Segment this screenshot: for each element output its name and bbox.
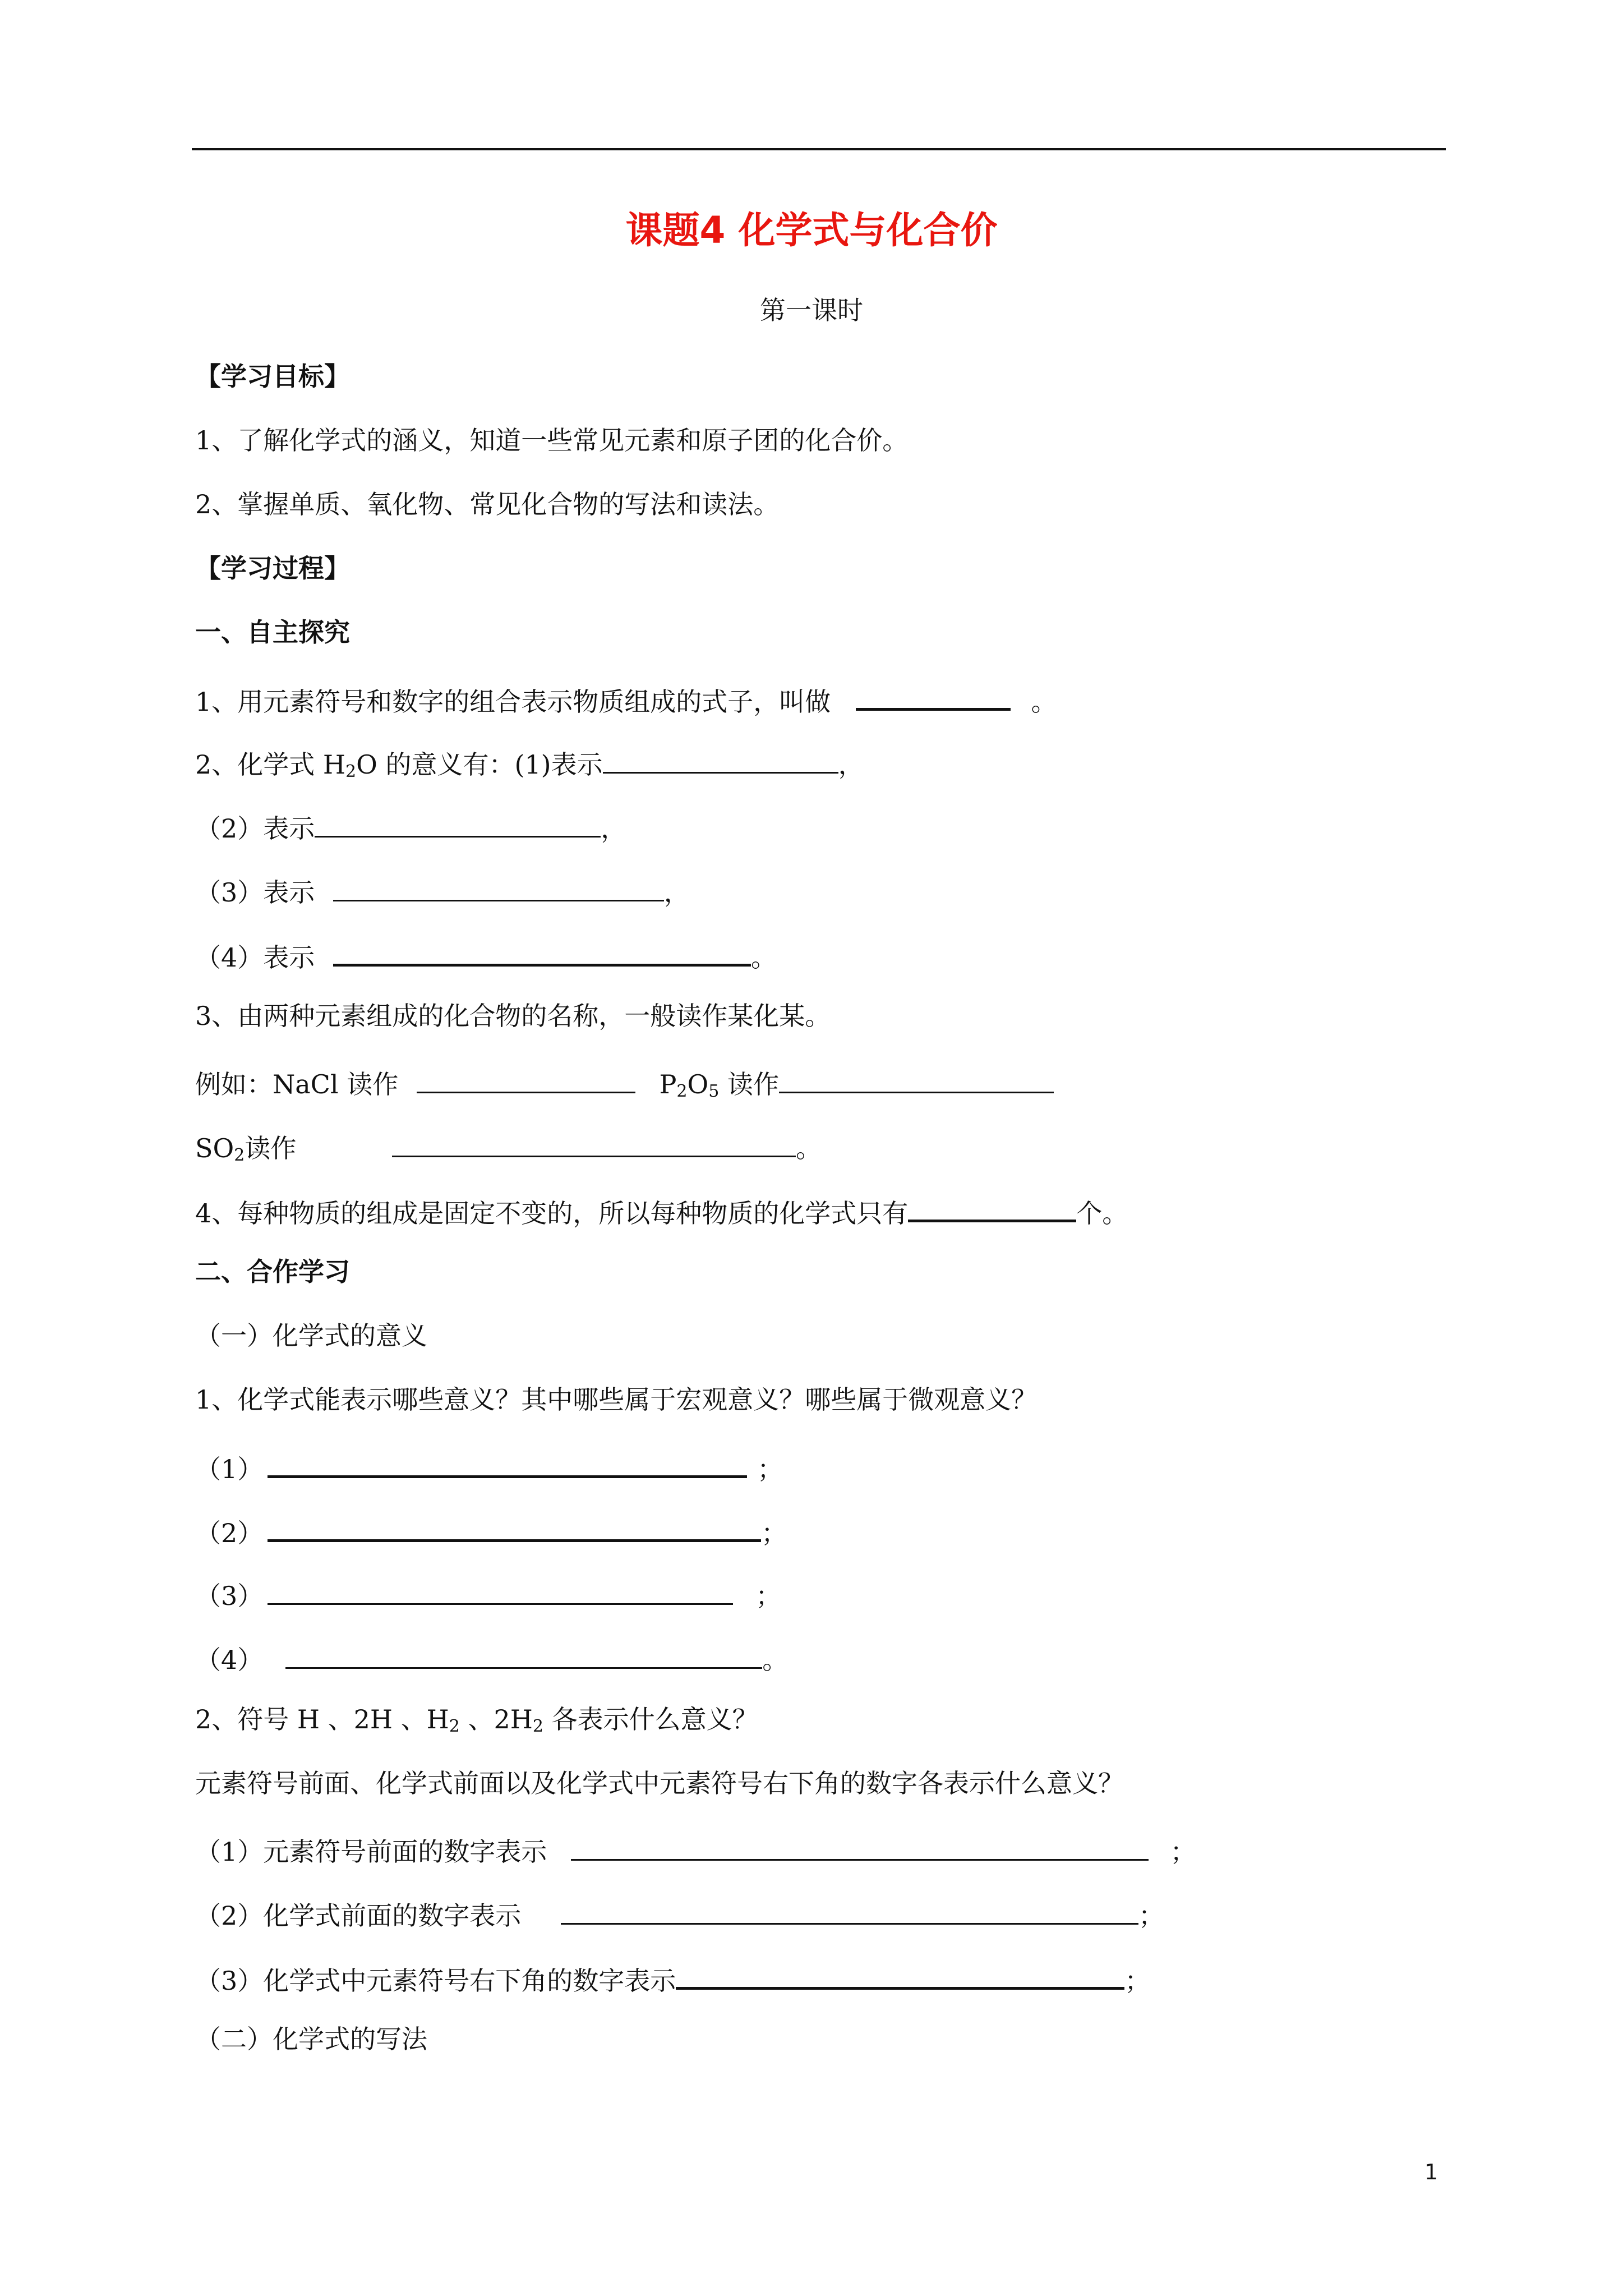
page-number: 1: [1424, 2160, 1438, 2184]
question-2-3-text: （3）表示: [195, 877, 315, 908]
page-subtitle: 第一课时: [760, 295, 863, 325]
question-1: [195, 683, 1057, 715]
item-text: （3）化学式中元素符号右下角的数字表示: [195, 1966, 676, 1996]
punctuation: ；: [755, 1581, 782, 1611]
item-number: （4）: [195, 1645, 264, 1675]
question-2: [195, 747, 864, 781]
item-number: （3）: [195, 1581, 264, 1611]
punctuation: 。: [762, 1645, 789, 1675]
item-text: （2）化学式前面的数字表示: [195, 1901, 522, 1931]
answer-blank[interactable]: [676, 1962, 1124, 1990]
example-line: [195, 1067, 1054, 1101]
punctuation: ；: [757, 1454, 783, 1484]
c1-item-1: [195, 1451, 783, 1482]
question-3: 3、由两种元素组成的化合物的名称，一般读作某化某。: [195, 1001, 831, 1031]
page-title: 课题4 化学式与化合价: [625, 209, 998, 252]
answer-blank[interactable]: [268, 1451, 747, 1478]
punctuation: ；: [761, 1518, 787, 1548]
item-number: （2）: [195, 1518, 264, 1548]
question-2-2: [195, 811, 627, 844]
c2-item-2: [195, 1898, 1164, 1929]
c1-item-2: [195, 1515, 787, 1546]
answer-blank[interactable]: [856, 683, 1011, 711]
punctuation: ；: [1170, 1837, 1196, 1867]
answer-blank[interactable]: [603, 747, 838, 774]
punctuation: 。: [795, 1133, 822, 1163]
section-2-heading: 二、合作学习: [195, 1257, 350, 1287]
header-rule: [192, 148, 1446, 150]
p2o5-label: $P_2O_5$ 读作: [659, 1069, 779, 1101]
question-4-text: 4、每种物质的组成是固定不变的，所以每种物质的化学式只有: [195, 1198, 909, 1228]
subsection-1-heading: （一）化学式的意义: [195, 1320, 427, 1351]
question-2-2-text: （2）表示: [195, 813, 315, 844]
objective-2: 2、掌握单质、氧化物、常见化合物的写法和读法。: [195, 489, 780, 519]
so2-line: [195, 1131, 822, 1165]
question-2-3: [195, 875, 690, 908]
punctuation: ；: [1124, 1966, 1151, 1996]
c2-item-3: [195, 1962, 1150, 1994]
punctuation: ，: [838, 749, 864, 780]
punctuation: 。: [750, 942, 777, 973]
cooperative-question-2-sub: 元素符号前面、化学式前面以及化学式中元素符号右下角的数字各表示什么意义？: [195, 1768, 1124, 1798]
cooperative-question-1: 1、化学式能表示哪些意义？其中哪些属于宏观意义？哪些属于微观意义？: [195, 1384, 1038, 1415]
question-2-4-text: （4）表示: [195, 942, 315, 973]
punctuation: 。: [1031, 687, 1057, 717]
objective-1: 1、了解化学式的涵义，知道一些常见元素和原子团的化合价。: [195, 425, 909, 455]
so2-label: $SO_2$读作: [195, 1133, 297, 1165]
answer-blank[interactable]: [333, 939, 751, 967]
item-number: （1）: [195, 1454, 264, 1484]
c2-item-1: [195, 1834, 1196, 1865]
punctuation: ，: [601, 813, 627, 844]
answer-blank[interactable]: [268, 1515, 761, 1542]
answer-blank[interactable]: [908, 1195, 1076, 1222]
answer-blank[interactable]: [315, 811, 601, 838]
answer-blank[interactable]: [392, 1131, 796, 1157]
answer-blank[interactable]: [417, 1067, 635, 1093]
subsection-2-heading: （二）化学式的写法: [195, 2024, 427, 2054]
section-1-heading: 一、自主探究: [195, 617, 350, 647]
answer-blank[interactable]: [571, 1834, 1149, 1861]
item-text: （1）元素符号前面的数字表示: [195, 1837, 547, 1867]
punctuation: ，: [663, 877, 690, 908]
c1-item-4: [195, 1642, 788, 1673]
answer-blank[interactable]: [333, 875, 664, 901]
answer-blank[interactable]: [779, 1067, 1054, 1093]
example-label: 例如：NaCl 读作: [195, 1069, 399, 1099]
cooperative-question-2: 2、符号 H 、2H 、$H_2$ 、$2H_2$ 各表示什么意义？: [195, 1704, 758, 1736]
question-1-text: 1、用元素符号和数字的组合表示物质组成的式子，叫做: [195, 687, 831, 717]
objectives-heading: 【学习目标】: [195, 361, 350, 392]
punctuation: 个。: [1076, 1198, 1128, 1228]
question-4: [195, 1195, 1128, 1226]
c1-item-3: [195, 1579, 781, 1609]
answer-blank[interactable]: [285, 1642, 762, 1669]
process-heading: 【学习过程】: [195, 553, 350, 583]
answer-blank[interactable]: [268, 1579, 733, 1605]
question-2-4: [195, 939, 777, 973]
question-2-text: 2、化学式 $H_2O$ 的意义有：(1)表示: [195, 749, 603, 781]
answer-blank[interactable]: [561, 1898, 1138, 1925]
punctuation: ；: [1138, 1901, 1164, 1931]
